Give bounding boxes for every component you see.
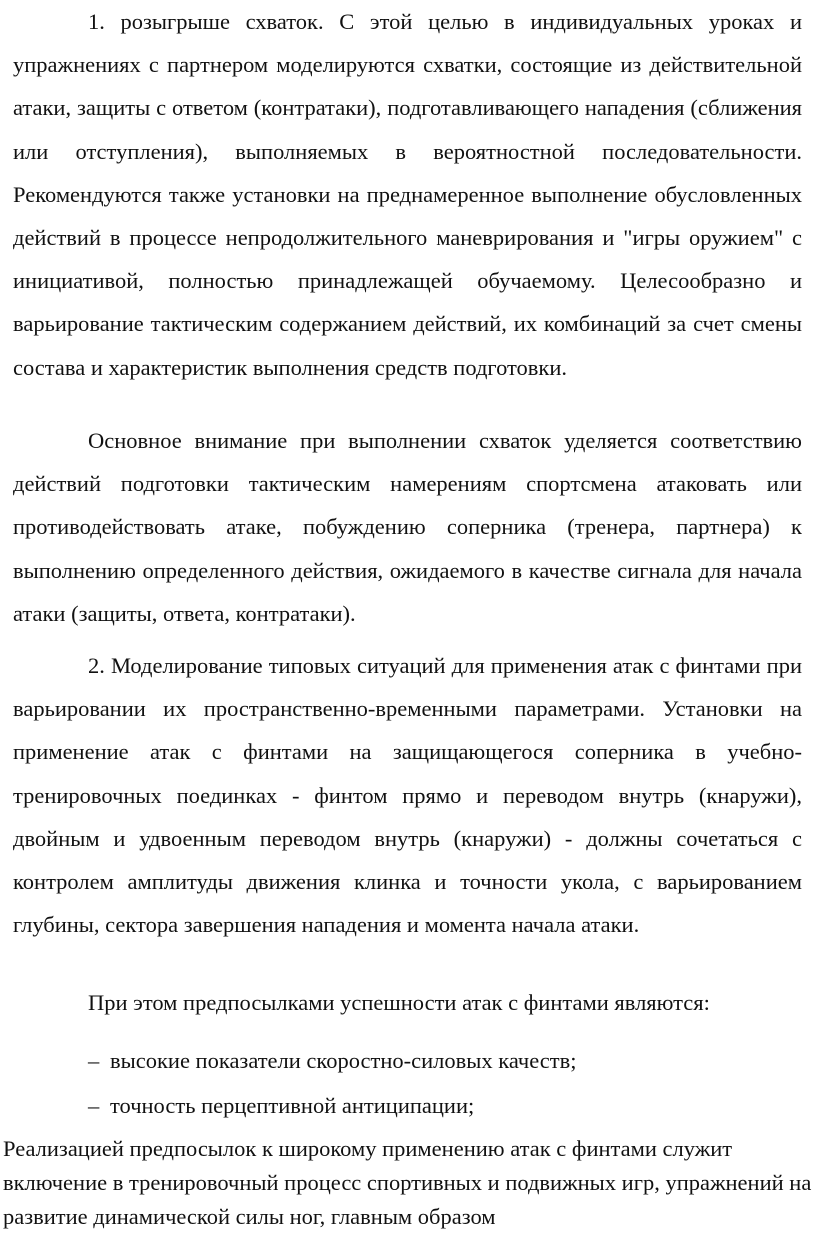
dash-bullet-icon: –	[88, 1048, 100, 1073]
paragraph-preconditions-intro: При этом предпосылками успешности атак с финтами являются:	[88, 990, 710, 1015]
list-item-text: точность перцептивной антиципации;	[110, 1093, 475, 1118]
paragraph-main-attention: Основное внимание при выполнении схваток уделяется соответствию действий подготовки тактическим намерениям спортсмена атаковать или противодействовать атаке, побуждению соперника (тренера, партнера) к выполнению определенного действия, ожидаемого в качестве сигнала для начала атаки (защиты, ответа, контратаки).	[13, 428, 802, 626]
paragraph-implementation: Реализацией предпосылок к широкому применению атак с финтами служит включение в тренировочный процесс спортивных и подвижных игр, упражнений на развитие динамической силы ног, главным образом	[3, 1136, 812, 1229]
paragraph-sparring-bouts: 1. розыгрыше схваток. С этой целью в индивидуальных уроках и упражнениях с партнером моделируются схватки, состоящие из действительной атаки, защиты с ответом (контратаки), подготавливающего нападения (сближения или отступления), выполняемых в вероятностной последовательности. Рекомендуются также установки на преднамеренное выполнение обусловленных действий в процессе непродолжительного маневрирования и "игры оружием" с инициативой, полностью принадлежащей обучаемому. Целесообразно и варьирование тактическим содержанием действий, их комбинаций за счет смены состава и характеристик выполнения средств подготовки.	[13, 9, 802, 380]
list-item-perceptual-anticipation	[88, 1091, 474, 1121]
dash-bullet-icon: –	[88, 1093, 100, 1118]
list-item-text: высокие показатели скоростно-силовых качеств;	[110, 1048, 577, 1073]
list-item-speed-strength	[88, 1046, 576, 1076]
paragraph-feint-attacks: 2. Моделирование типовых ситуаций для применения атак с финтами при варьировании их пространственно-временными параметрами. Установки на применение атак с финтами на защищающегося соперника в учебно-тренировочных поединках - финтом прямо и переводом внутрь (кнаружи), двойным и удвоенным переводом внутрь (кнаружи) - должны сочетаться с контролем амплитуды движения клинка и точности укола, с варьированием глубины, сектора завершения нападения и момента начала атаки.	[13, 653, 802, 938]
